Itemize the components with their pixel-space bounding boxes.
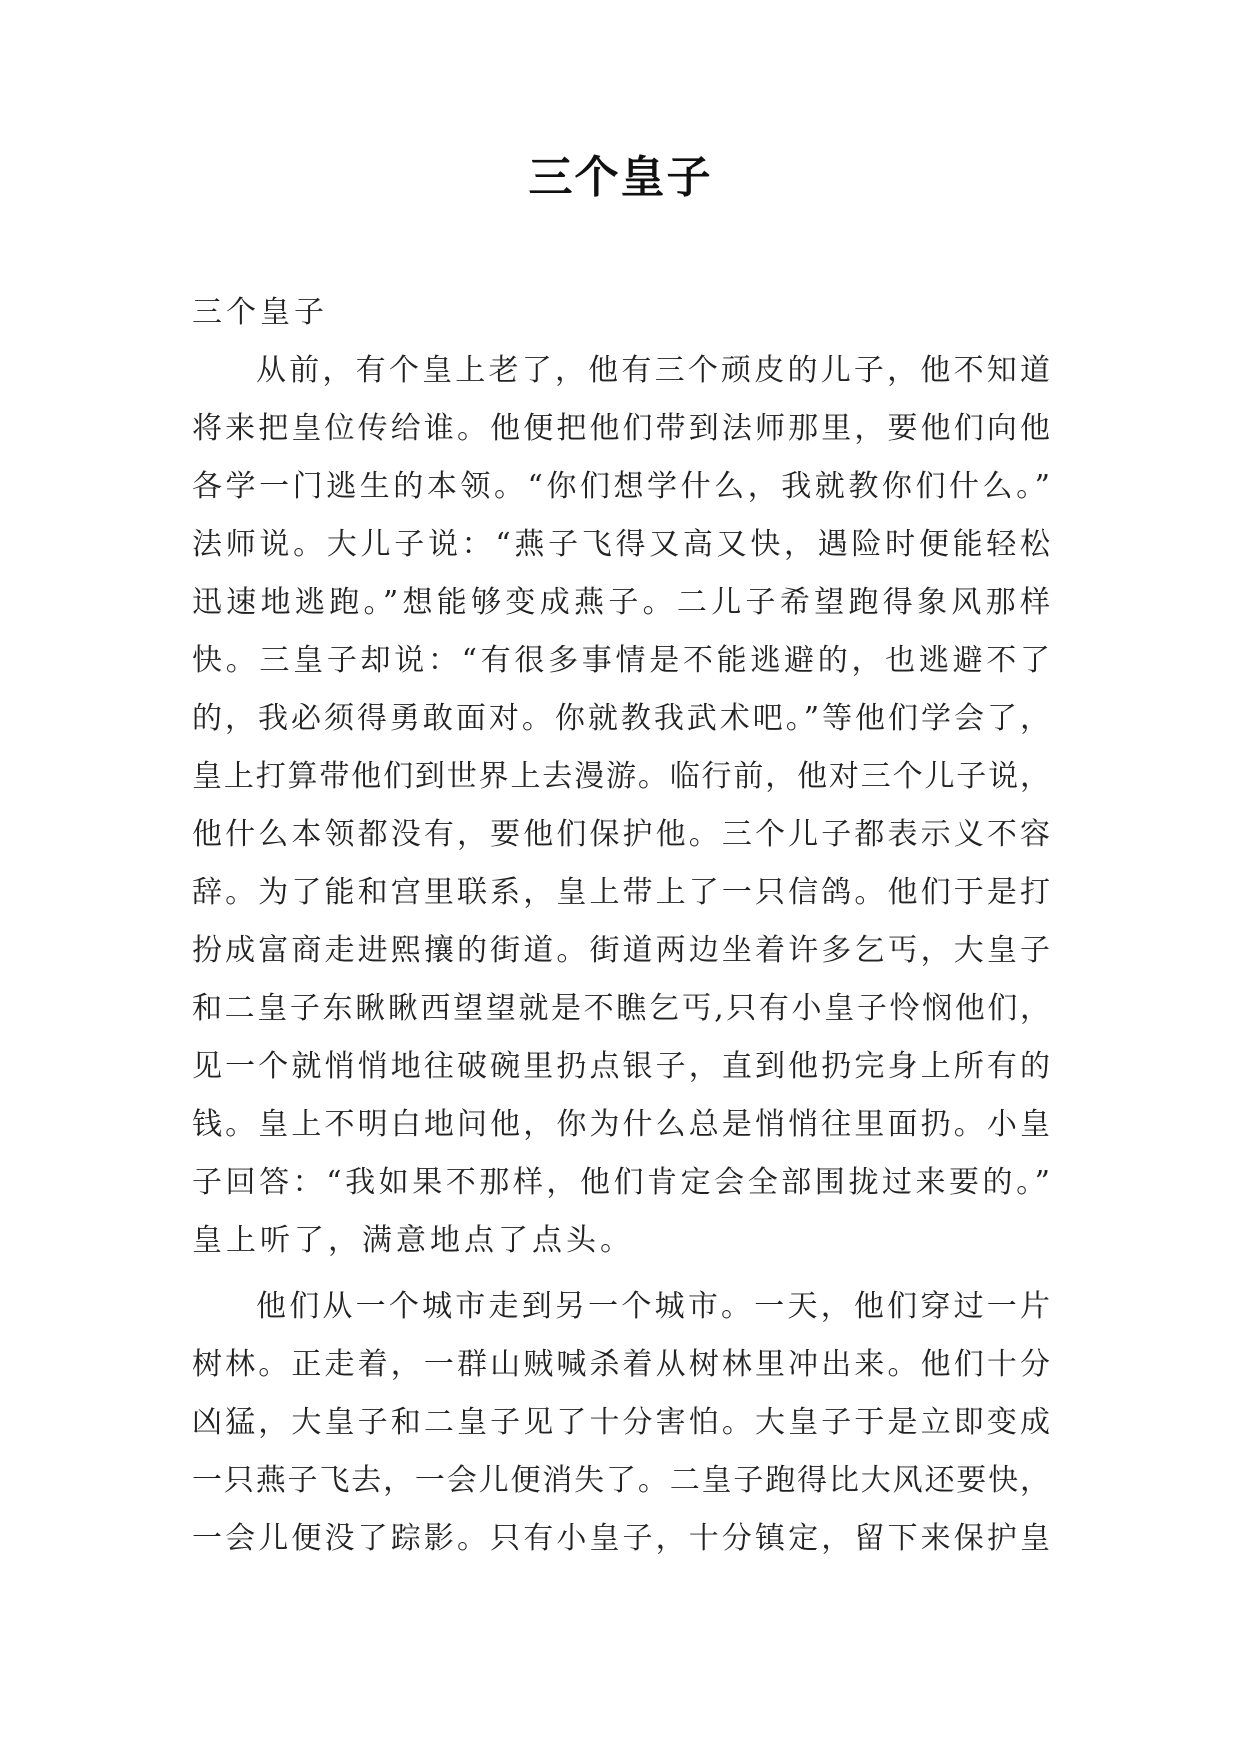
text-line: 皇上听了，满意地点了点头。: [192, 1223, 634, 1258]
text-line: 将来把皇位传给谁。他便把他们带到法师那里，要他们向他: [192, 411, 1050, 446]
text-line: 从前，有个皇上老了，他有三个顽皮的儿子，他不知道: [256, 353, 1050, 388]
text-line: 迅速地逃跑。”想能够变成燕子。二儿子希望跑得象风那样: [192, 585, 1050, 620]
document-body: [192, 284, 1050, 1568]
paragraph-2: [192, 1278, 1050, 1568]
text-line: 快。三皇子却说：“有很多事情是不能逃避的，也逃避不了: [192, 643, 1050, 678]
text-line: 和二皇子东瞅瞅西望望就是不瞧乞丐,只有小皇子怜悯他们，: [192, 991, 1050, 1026]
text-line: 他什么本领都没有，要他们保护他。三个儿子都表示义不容: [192, 817, 1050, 852]
text-line: 辞。为了能和宫里联系，皇上带上了一只信鸽。他们于是打: [192, 875, 1050, 910]
text-line: 一只燕子飞去，一会儿便消失了。二皇子跑得比大风还要快，: [192, 1463, 1050, 1498]
text-line: 的，我必须得勇敢面对。你就教我武术吧。”等他们学会了，: [192, 701, 1050, 736]
paragraph-1: [192, 342, 1050, 1270]
text-line: 凶猛，大皇子和二皇子见了十分害怕。大皇子于是立即变成: [192, 1405, 1050, 1440]
text-line: 树林。正走着，一群山贼喊杀着从树林里冲出来。他们十分: [192, 1347, 1050, 1382]
text-line: 见一个就悄悄地往破碗里扔点银子，直到他扔完身上所有的: [192, 1049, 1050, 1084]
text-line: 法师说。大儿子说：“燕子飞得又高又快，遇险时便能轻松: [192, 527, 1050, 562]
text-line: 他们从一个城市走到另一个城市。一天，他们穿过一片: [256, 1289, 1050, 1324]
text-line: 各学一门逃生的本领。“你们想学什么，我就教你们什么。”: [192, 469, 1050, 504]
text-line: 扮成富商走进熙攘的街道。街道两边坐着许多乞丐，大皇子: [192, 933, 1050, 968]
document-title: 三个皇子: [528, 152, 713, 203]
section-subheading: 三个皇子: [192, 295, 328, 330]
text-line: 钱。皇上不明白地问他，你为什么总是悄悄往里面扔。小皇: [192, 1107, 1050, 1142]
text-line: 一会儿便没了踪影。只有小皇子，十分镇定，留下来保护皇: [192, 1521, 1050, 1556]
text-line: 子回答：“我如果不那样，他们肯定会全部围拢过来要的。”: [192, 1165, 1050, 1200]
text-line: 皇上打算带他们到世界上去漫游。临行前，他对三个儿子说，: [192, 759, 1050, 794]
